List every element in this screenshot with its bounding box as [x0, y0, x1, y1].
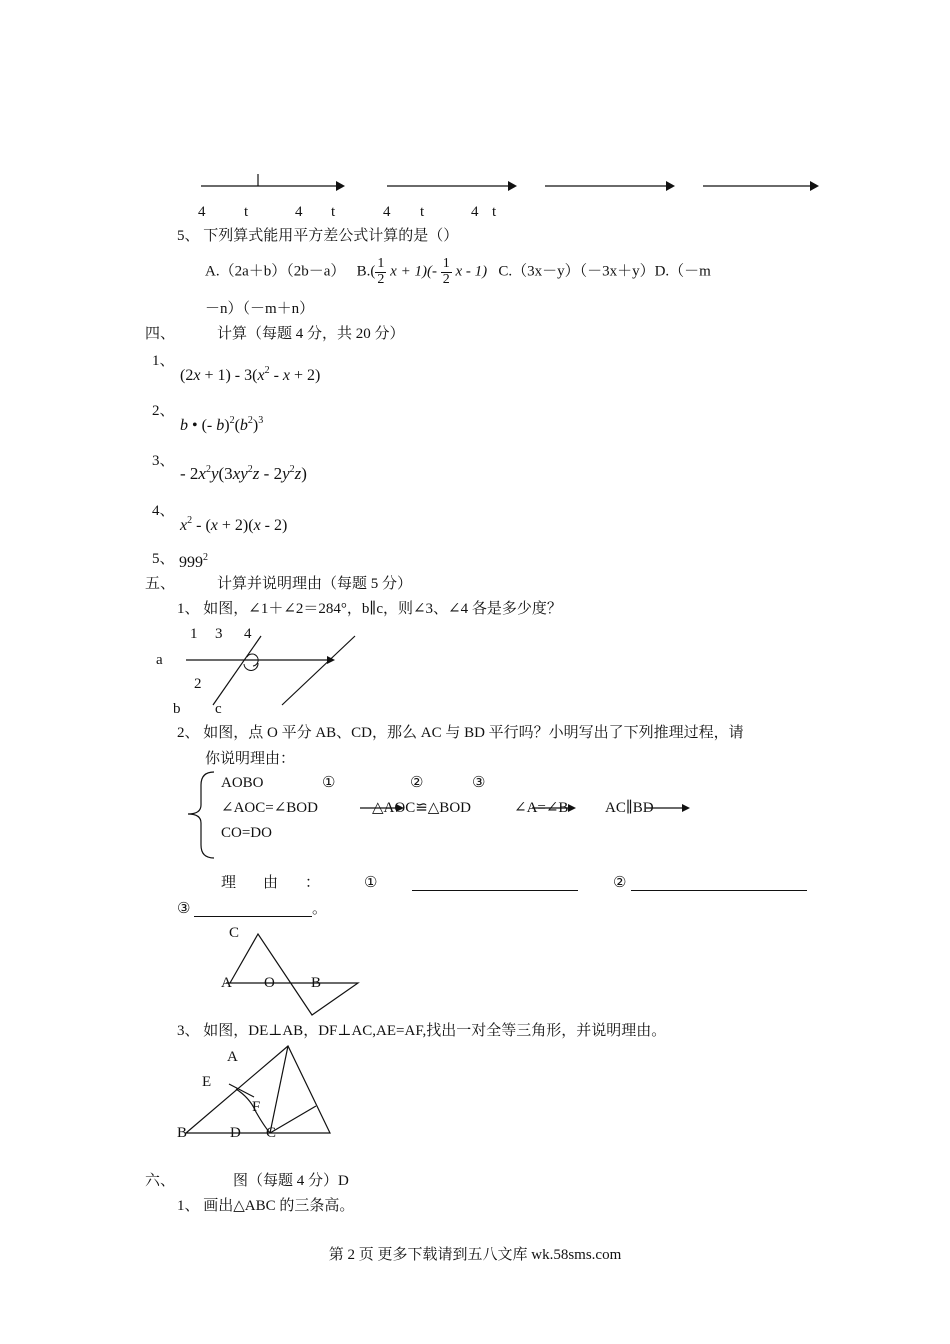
proof-marker-2: ② [410, 775, 424, 791]
calc-item-number: 2、 [152, 403, 175, 419]
number-line-label: t [492, 204, 497, 220]
number-line-label: t [331, 204, 336, 220]
section-4-heading: 四、 计算（每题 4 分，共 20 分） [145, 326, 405, 342]
option-a: A.（2a＋b）（2b－a） [205, 263, 346, 280]
section-6-heading: 六、 图（每题 4 分）D [145, 1173, 349, 1189]
figure-label: O [264, 975, 275, 991]
figure-label: b [173, 701, 181, 717]
figure-label: E [202, 1074, 212, 1090]
proof-row-2-conclusion: AC∥BD [605, 800, 654, 816]
number-line-label: t [420, 204, 425, 220]
section-5-question-3: 3、 如图，DE⊥AB，DF⊥AC,AE=AF,找出一对全等三角形，并说明理由。 [177, 1023, 667, 1039]
page-footer: 第 2 页 更多下载请到五八文库 wk.58sms.com [328, 1247, 622, 1263]
question-stem: 下列算式能用平方差公式计算的是（） [203, 228, 459, 244]
reason-label: 理 由 ： [221, 875, 327, 891]
section-5-question-2-cont: 你说明理由： [205, 751, 296, 767]
proof-row-3: CO=DO [221, 825, 272, 841]
section-5-question-2: 2、 如图，点 O 平分 AB、CD，那么 AC 与 BD 平行吗？小明写出了下列推理过程，请 [177, 725, 744, 741]
figure-label: F [252, 1099, 261, 1115]
number-line-label: 4 [383, 204, 391, 220]
option-b-tail: x - 1) [455, 263, 488, 280]
proof-row-1: AOBO [221, 775, 264, 791]
calc-item-number: 5、 [152, 551, 175, 567]
option-d-continued: －n）（－m＋n） [205, 301, 315, 317]
section-6-question-1: 1、 画出△ABC 的三条高。 [177, 1198, 355, 1214]
calc-expression-2: b • (- $b)^2(b^2)^3$ [180, 415, 264, 434]
option-b-prefix: B. [356, 263, 371, 280]
calc-expression-5: $999^2$ [179, 552, 208, 571]
fraction: $\frac{1}{2}$ [442, 256, 450, 287]
reason-period: 。 [312, 901, 328, 917]
proof-row-2: ∠AOC=∠BOD [221, 800, 318, 816]
section-5-question-1: 1、 如图，∠1＋∠2＝284°，b∥c，则∠3、∠4 各是多少度？ [177, 601, 562, 617]
calc-item-number: 3、 [152, 453, 175, 469]
reason-marker-3: ③ [177, 901, 191, 917]
figure-label: a [156, 652, 163, 668]
reason-marker-2: ② [613, 875, 627, 891]
figure-label: 2 [194, 676, 202, 692]
figure-label: 4 [244, 626, 252, 642]
calc-expression-1: $(2x + 1) - 3(x^2 - x + 2)$ [180, 365, 321, 384]
figure-label: A [221, 975, 232, 991]
calc-item-number: 4、 [152, 503, 175, 519]
number-line-label: 4 [198, 204, 206, 220]
question-number: 5、 [177, 228, 200, 244]
calc-item-number: 1、 [152, 353, 175, 369]
reason-marker-1: ① [364, 875, 378, 891]
figure-label: c [215, 701, 222, 717]
proof-marker-1: ① [322, 775, 336, 791]
option-c: C.（3x－y）（－3x＋y）D.（－m [498, 263, 711, 280]
figure-label: D [230, 1125, 241, 1141]
number-line-label: t [244, 204, 249, 220]
question-5-options: A.（2a＋b）（2b－a） B.( $\frac{1}{2}$ x + 1)(- $\frac{1}{2}$ x - 1) C.（3x－y）（－3x＋y）D.（－m [205, 256, 711, 287]
fraction: $\frac{1}{2}$ [377, 256, 385, 287]
figure-label: C [229, 925, 240, 941]
proof-marker-3: ③ [472, 775, 486, 791]
figure-label: C [266, 1125, 277, 1141]
figure-label: 1 [190, 626, 198, 642]
proof-row-2-angles: ∠A=∠B [514, 800, 569, 816]
calc-expression-3: - $2x^2y(3xy^2z - 2y^2z)$ [180, 464, 307, 483]
option-b-mid: x + 1)(- [390, 263, 437, 280]
figure-label: B [177, 1125, 188, 1141]
section-5-heading: 五、 计算并说明理由（每题 5 分） [145, 576, 413, 592]
calc-expression-4: $x^2 - (x + 2)(x - 2)$ [180, 515, 288, 534]
proof-row-2-congruence: △AOC≌△BOD [372, 800, 471, 816]
figure-label: A [227, 1049, 238, 1065]
number-line-label: 4 [471, 204, 479, 220]
figure-label: B [311, 975, 322, 991]
figure-label: 3 [215, 626, 223, 642]
number-line-label: 4 [295, 204, 303, 220]
